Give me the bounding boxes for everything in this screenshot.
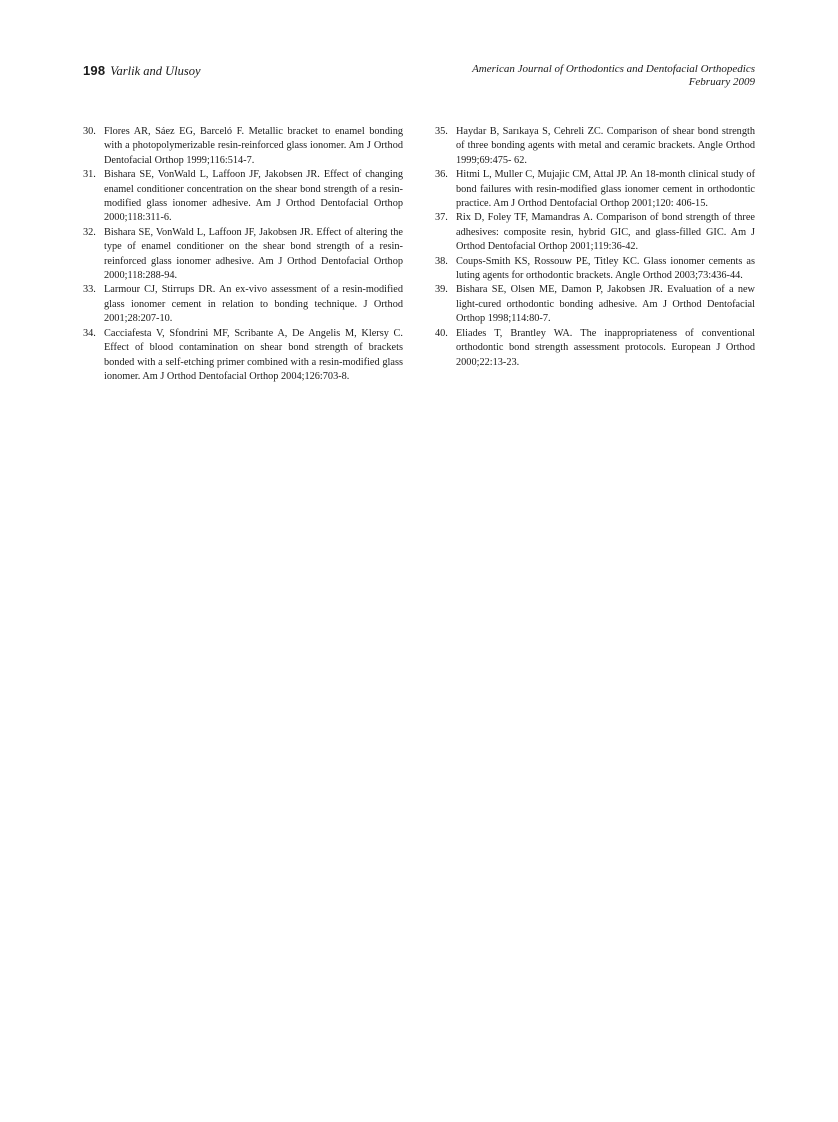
- reference-text: Bishara SE, VonWald L, Laffoon JF, Jakobsen JR. Effect of changing enamel conditioner concentration on the shear bond strength of a resin-modified glass ionomer adhesive. Am J Orthod Dentofacial Orthop 2000;118:311-6.: [104, 169, 403, 224]
- reference-item: [435, 255, 755, 284]
- reference-number: 36.: [435, 169, 448, 181]
- reference-item: [435, 211, 755, 254]
- page-number: 198: [83, 63, 106, 78]
- reference-item: [83, 168, 403, 226]
- reference-number: 32.: [83, 226, 96, 238]
- journal-name: American Journal of Orthodontics and Dentofacial Orthopedics: [472, 63, 755, 75]
- reference-number: 34.: [83, 327, 96, 339]
- reference-column-left: [83, 125, 403, 384]
- reference-item: [83, 226, 403, 284]
- reference-text: Flores AR, Sáez EG, Barceló F. Metallic bracket to enamel bonding with a photopolymerizable resin-reinforced glass ionomer. Am J Orthod Dentofacial Orthop 1999;116:514-7.: [104, 126, 403, 166]
- reference-text: Bishara SE, VonWald L, Laffoon JF, Jakobsen JR. Effect of altering the type of enamel conditioner on the shear bond strength of a resin-reinforced glass ionomer adhesive. Am J Orthod Dentofacial Orthop 2000;118:288-94.: [104, 226, 403, 282]
- reference-number: 38.: [435, 255, 448, 267]
- issue-date: February 2009: [688, 76, 755, 88]
- reference-item: [435, 125, 755, 168]
- reference-text: Larmour CJ, Stirrups DR. An ex-vivo assessment of a resin-modified glass ionomer cement in relation to bonding technique. J Orthod 2001;28:207-10.: [104, 284, 403, 325]
- reference-column-right: [435, 125, 755, 370]
- page-header: [83, 62, 755, 94]
- reference-item: [83, 125, 403, 168]
- reference-text: Cacciafesta V, Sfondrini MF, Scribante A, De Angelis M, Klersy C. Effect of blood contamination on shear bond strength of brackets bonded with a self-etching primer combined with a resin-modified glass ionomer. Am J Orthod Dentofacial Orthop 2004;126:703-8.: [104, 327, 403, 382]
- reference-item: [435, 327, 755, 370]
- reference-item: [435, 168, 755, 211]
- reference-item: [83, 283, 403, 326]
- running-authors: Varlik and Ulusoy: [110, 64, 201, 78]
- reference-text: Hitmi L, Muller C, Mujajic CM, Attal JP. An 18-month clinical study of bond failures with resin-modified glass ionomer cement in orthodontic practice. Am J Orthod Dentofacial Orthop 2001;120: 406-15.: [456, 169, 755, 210]
- reference-text: Haydar B, Sarıkaya S, Cehreli ZC. Comparison of shear bond strength of three bonding agents with metal and ceramic brackets. Angle Orthod 1999;69:475- 62.: [456, 126, 755, 166]
- running-head-left: [83, 62, 201, 80]
- reference-text: Rix D, Foley TF, Mamandras A. Comparison of bond strength of three adhesives: composite resin, hybrid GIC, and glass-filled GIC. Am J Orthod Dentofacial Orthop 2001;119:36-42.: [456, 212, 755, 253]
- reference-number: 30.: [83, 126, 96, 137]
- reference-number: 35.: [435, 126, 448, 137]
- reference-item: [83, 327, 403, 385]
- reference-number: 31.: [83, 169, 96, 181]
- reference-text: Coups-Smith KS, Rossouw PE, Titley KC. Glass ionomer cements as luting agents for orthodontic brackets. Angle Orthod 2003;73:436-44.: [456, 255, 755, 282]
- running-head-right: [472, 63, 755, 89]
- reference-number: 40.: [435, 327, 448, 339]
- reference-item: [435, 283, 755, 326]
- reference-number: 33.: [83, 284, 96, 296]
- reference-text: Bishara SE, Olsen ME, Damon P, Jakobsen JR. Evaluation of a new light-cured orthodontic bonding adhesive. Am J Orthod Dentofacial Orthop 1998;114:80-7.: [456, 284, 755, 325]
- reference-text: Eliades T, Brantley WA. The inappropriateness of conventional orthodontic bond strength assessment protocols. European J Orthod 2000;22:13-23.: [456, 327, 755, 368]
- reference-number: 37.: [435, 212, 448, 224]
- reference-number: 39.: [435, 284, 448, 296]
